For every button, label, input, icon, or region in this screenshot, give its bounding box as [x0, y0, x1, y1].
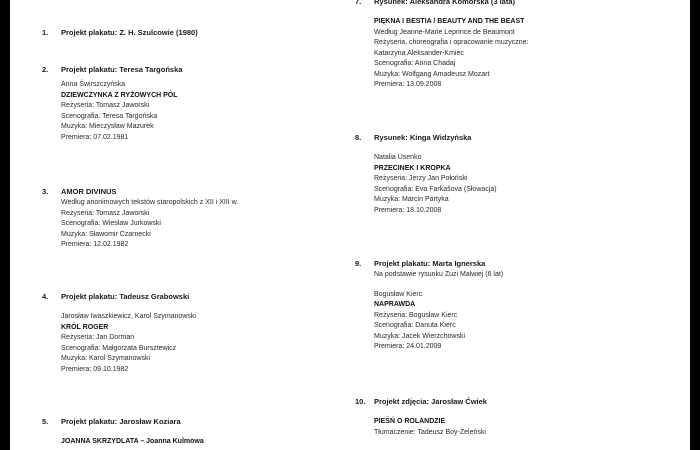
credit-line: Według Jeanne-Marie Leprince de Beaumont: [374, 28, 515, 36]
credit-line: Muzyka: Wolfgang Amadeusz Mozart: [374, 70, 490, 78]
item-heading: Projekt plakatu: Marta Ignerska: [374, 259, 486, 268]
credit-line: Tłumaczenie: Tadeusz Boy-Żeleński: [374, 428, 486, 436]
item-number: 2.: [42, 65, 49, 74]
item-number: 9.: [355, 259, 362, 268]
item-heading: Projekt plakatu: Z. H. Szulcowie (1980): [61, 28, 198, 37]
document-page: [10, 0, 690, 450]
credit-line: Katarzyna Aleksander-Kmiec: [374, 49, 464, 57]
credit-line: Muzyka: Mieczysław Mazurek: [61, 123, 154, 130]
list-item-2: [42, 64, 342, 143]
item-number: 7.: [355, 0, 362, 6]
credit-line: Reżyseria: Tomasz Jaworski: [61, 102, 150, 109]
premiere-line: Premiera: 18.10.2008: [374, 206, 442, 214]
list-item-9: [355, 258, 675, 353]
premiere-line: Premiera: 12.02.1982: [61, 241, 129, 248]
credit-line: Scenografia: Anna Chadaj: [374, 60, 456, 67]
credit-line: Reżyseria: Jan Dorman: [61, 334, 135, 341]
item-heading: Projekt zdjęcia: Jarosław Ćwiek: [374, 397, 487, 406]
author-line: Bogusław Kierc: [374, 290, 423, 298]
credit-line: Muzyka: Sławomir Czarnecki: [61, 230, 151, 238]
credit-line: Scenografia: Małgorzata Bursztewicz: [61, 344, 177, 352]
play-title: PIEŚŃ O ROLANDZIE: [374, 418, 446, 425]
item-heading: Rysunek: Kinga Widzyńska: [374, 133, 472, 142]
author-line: Jarosław Iwaszkiewicz, Karol Szymanowski: [61, 313, 196, 320]
item-heading: Projekt plakatu: Jarosław Koziara: [61, 417, 181, 426]
list-item-5: [42, 416, 342, 448]
premiere-line: Premiera: 13.09.2008: [374, 81, 442, 88]
credit-line: Scenografia: Wiesław Jurkowski: [61, 220, 161, 227]
premiere-line: Premiera: 09.10.1982: [61, 365, 129, 373]
list-item-3: [42, 186, 342, 251]
list-item-4: [42, 291, 342, 375]
list-item-7: [355, 0, 675, 91]
author-line: Natalia Usenko: [374, 154, 422, 161]
play-title: PRZECINEK I KROPKA: [374, 164, 451, 172]
credit-line: Reżyseria, choreografia i opracowanie muzyczne:: [374, 39, 529, 46]
credit-line: Reżyseria: Jerzy Jan Połoński: [374, 175, 468, 182]
premiere-line: Premiera: 07.02.1981: [61, 133, 129, 141]
list-item-10: [355, 396, 675, 438]
premiere-line: Premiera: 24.01.2009: [374, 343, 442, 350]
item-heading: AMOR DIVINUS: [61, 187, 117, 196]
credit-line: Muzyka: Jacek Wierzchowski: [374, 332, 466, 340]
item-heading: Projekt plakatu: Teresa Targońska: [61, 65, 183, 74]
credit-line: Reżyseria: Bogusław Kierc: [374, 311, 458, 319]
item-heading: Rysunek: Aleksandra Komorska (3 lata): [374, 0, 516, 6]
list-item-8: [355, 132, 675, 216]
credit-line: Scenografia: Danuta Kierc: [374, 322, 456, 329]
item-number: 5.: [42, 417, 49, 426]
credit-line: Scenografia: Eva Farkašova (Słowacja): [374, 185, 497, 193]
author-line: Anna Świrszczyńska: [61, 81, 126, 88]
play-title: NAPRAWDA: [374, 301, 416, 308]
item-heading: Projekt plakatu: Tadeusz Grabowski: [61, 292, 190, 301]
list-item-1: [42, 27, 342, 39]
credit-line: Muzyka: Karol Szymanowski: [61, 355, 151, 362]
play-title: JOANNA SKRZYDLATA – Joanna Kulmowa: [61, 438, 204, 445]
play-title: PIĘKNA I BESTIA / BEAUTY AND THE BEAST: [374, 18, 525, 25]
credit-line: Scenografia: Teresa Targońska: [61, 112, 158, 120]
credit-line: Według anonimowych tekstów staropolskich z XII i XIII w.: [61, 199, 239, 206]
item-number: 4.: [42, 292, 49, 301]
credit-line: Reżyseria: Tomasz Jaworski: [61, 209, 150, 217]
credit-line: Muzyka: Marcin Partyka: [374, 196, 449, 203]
item-number: 3.: [42, 187, 49, 196]
play-title: KRÓL ROGER: [61, 323, 109, 331]
play-title: DZIEWCZYNKA Z RYŻOWYCH PÓL: [61, 91, 178, 99]
item-number: 10.: [355, 397, 366, 406]
source-line: Na podstawie rysunku Zuzi Malwiej (6 lat): [374, 271, 504, 278]
item-number: 1.: [42, 28, 49, 37]
item-number: 8.: [355, 133, 362, 142]
